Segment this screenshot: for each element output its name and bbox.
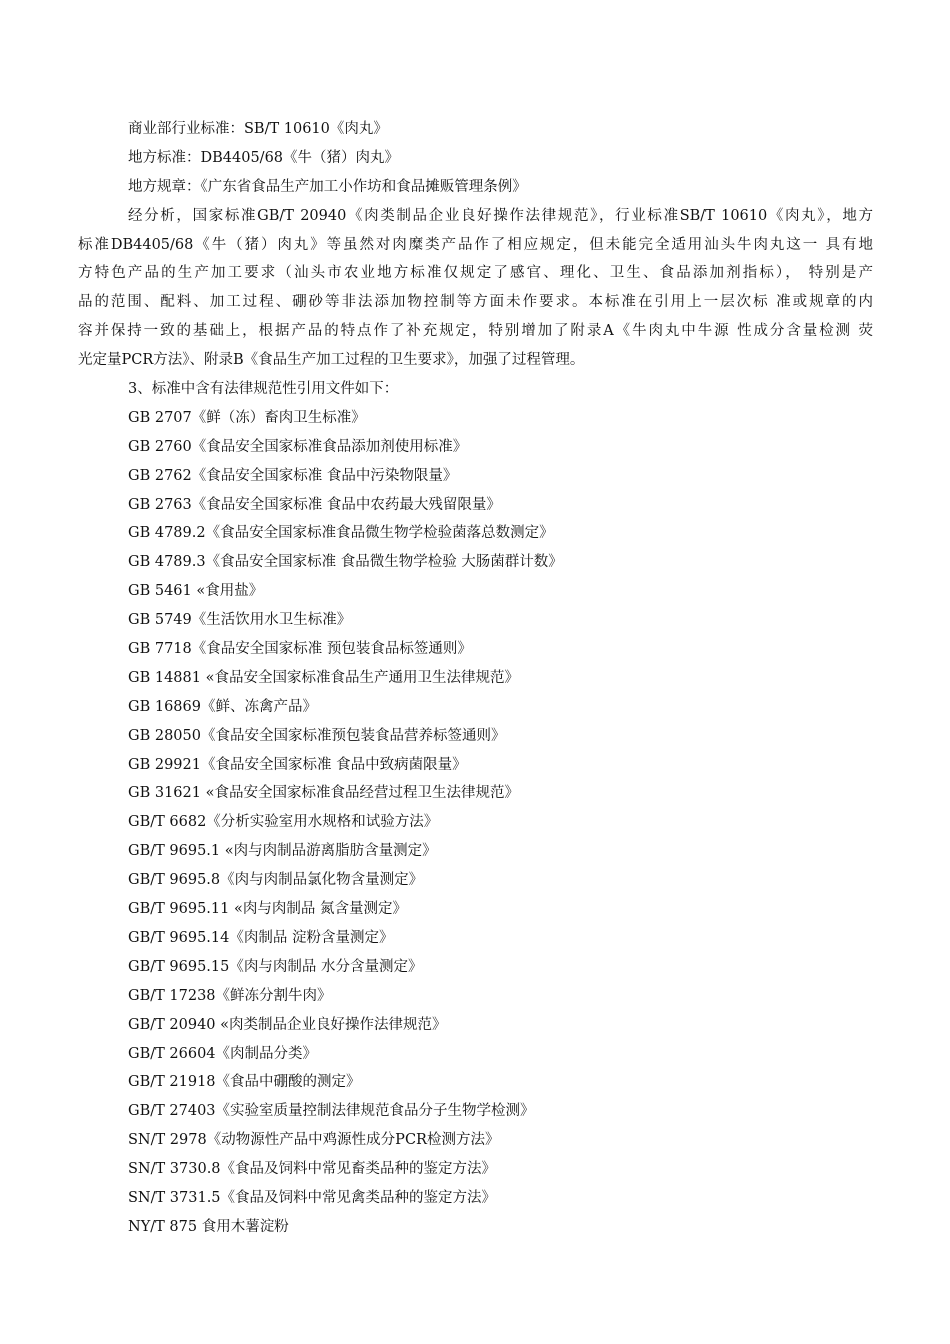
reference-item: GB 5461 «食用盐》 (128, 583, 264, 600)
intro-line-local-regulation: 地方规章：《广东省食品生产加工小作坊和食品摊贩管理条例》 (128, 178, 527, 195)
reference-item: GB 7718《食品安全国家标准 预包装食品标签通则》 (128, 641, 472, 658)
analysis-paragraph-line: 容并保持一致的基础上，根据产品的特点作了补充规定，特别增加了附录A《牛肉丸中牛源 性成分含量检测 荧 (78, 323, 873, 340)
reference-item: SN/T 3731.5《食品及饲料中常见禽类品种的鉴定方法》 (128, 1189, 497, 1206)
reference-item: GB 16869《鲜、冻禽产品》 (128, 698, 317, 715)
analysis-paragraph (78, 202, 873, 375)
section-heading: 3、标准中含有法律规范性引用文件如下： (128, 381, 399, 398)
reference-item: GB/T 6682《分析实验室用水规格和试验方法》 (128, 814, 439, 831)
reference-item: SN/T 3730.8《食品及饲料中常见畜类品种的鉴定方法》 (128, 1161, 497, 1178)
analysis-paragraph-line: 经分析，国家标准GB/T 20940《肉类制品企业良好操作法律规范》，行业标准SB/T 10610《肉丸》，地方 (128, 207, 873, 224)
reference-item: GB/T 9695.1 «肉与肉制品游离脂肪含量测定》 (128, 843, 437, 860)
reference-item: GB 31621 «食品安全国家标准食品经营过程卫生法律规范》 (128, 785, 519, 802)
reference-item: GB/T 9695.8《肉与肉制品氯化物含量测定》 (128, 872, 424, 889)
reference-item: GB/T 9695.15《肉与肉制品 水分含量测定》 (128, 958, 423, 975)
reference-item: NY/T 875 食用木薯淀粉 (128, 1218, 289, 1235)
reference-item: GB 5749《生活饮用水卫生标准》 (128, 612, 352, 629)
document-body (78, 115, 873, 1242)
reference-item: GB/T 17238《鲜冻分割牛肉》 (128, 987, 332, 1004)
reference-item: GB/T 27403《实验室质量控制法律规范食品分子生物学检测》 (128, 1103, 535, 1120)
analysis-paragraph-line: 方特色产品的生产加工要求（汕头市农业地方标准仅规定了感官、理化、卫生、食品添加剂指标）， 特别是产 (78, 265, 873, 282)
intro-line-local-standard: 地方标准：DB4405/68《牛（猪）肉丸》 (128, 149, 400, 166)
reference-item: GB 14881 «食品安全国家标准食品生产通用卫生法律规范》 (128, 669, 519, 686)
intro-line-commerce-standard: 商业部行业标准：SB/T 10610《肉丸》 (128, 121, 388, 137)
analysis-paragraph-line: 标准DB4405/68《牛（猪）肉丸》等虽然对肉糜类产品作了相应规定，但未能完全适用汕头牛肉丸这一 具有地 (78, 236, 873, 253)
reference-item: GB/T 26604《肉制品分类》 (128, 1045, 318, 1062)
reference-item: GB/T 21918《食品中硼酸的测定》 (128, 1074, 361, 1091)
reference-item: GB 2762《食品安全国家标准 食品中污染物限量》 (128, 467, 458, 484)
reference-item: GB 2760《食品安全国家标准食品添加剂使用标准》 (128, 438, 468, 455)
reference-item: SN/T 2978《动物源性产品中鸡源性成分PCR检测方法》 (128, 1132, 500, 1149)
analysis-paragraph-line: 光定量PCR方法》、附录B《食品生产加工过程的卫生要求》，加强了过程管理。 (78, 352, 585, 369)
reference-item: GB/T 20940 «肉类制品企业良好操作法律规范》 (128, 1016, 447, 1033)
reference-item: GB/T 9695.14《肉制品 淀粉含量测定》 (128, 929, 394, 946)
reference-item: GB 28050《食品安全国家标准预包装食品营养标签通则》 (128, 727, 506, 744)
reference-item: GB 2707《鲜（冻）畜肉卫生标准》 (128, 409, 366, 426)
reference-item: GB 29921《食品安全国家标准 食品中致病菌限量》 (128, 756, 467, 773)
reference-item: GB 4789.3《食品安全国家标准 食品微生物学检验 大肠菌群计数》 (128, 554, 563, 571)
analysis-paragraph-line: 品的范围、配料、加工过程、硼砂等非法添加物控制等方面未作要求。本标准在引用上一层次标 准或规章的内 (78, 294, 873, 311)
reference-item: GB 4789.2《食品安全国家标准食品微生物学检验菌落总数测定》 (128, 525, 554, 542)
reference-item: GB/T 9695.11 «肉与肉制品 氮含量测定》 (128, 901, 407, 918)
reference-item: GB 2763《食品安全国家标准 食品中农药最大残留限量》 (128, 496, 501, 513)
reference-list (128, 404, 873, 1242)
